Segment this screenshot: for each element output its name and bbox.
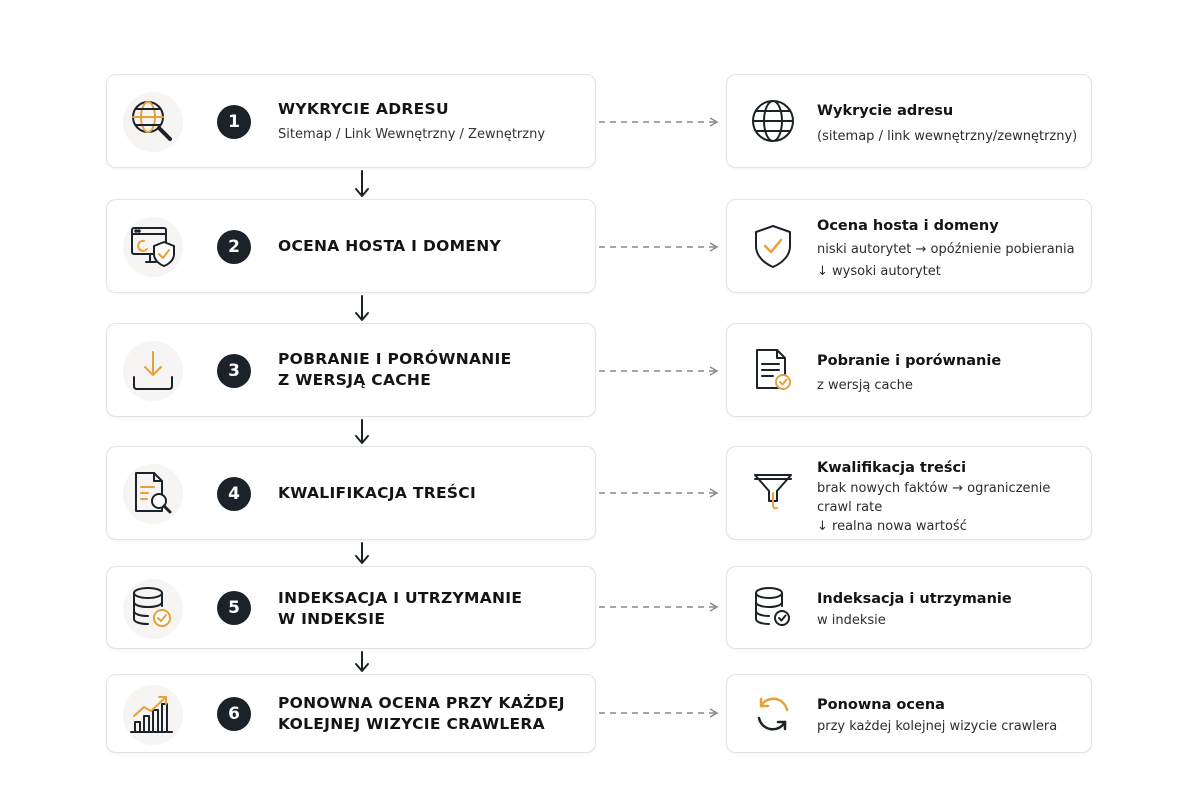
step-title: POBRANIE I PORÓWNANIE Z WERSJĄ CACHE — [278, 350, 512, 389]
detail-card-2 — [726, 199, 1092, 293]
detail-title: Pobranie i porównanie — [817, 353, 1002, 369]
detail-title: Ocena hosta i domeny — [817, 218, 999, 234]
step-card-2 — [106, 199, 596, 293]
step-number: 2 — [217, 230, 251, 264]
database-check-icon — [749, 584, 797, 632]
step-number: 4 — [217, 477, 251, 511]
step-number: 6 — [217, 697, 251, 731]
detail-line: z wersją cache — [817, 378, 913, 393]
detail-card-5 — [726, 566, 1092, 649]
funnel-icon — [749, 467, 797, 515]
detail-line: ↓ realna nowa wartość — [817, 519, 967, 534]
detail-line: brak nowych faktów → ograniczenie — [817, 481, 1051, 496]
detail-line: ↓ wysoki autorytet — [817, 264, 941, 279]
refresh-icon — [749, 690, 797, 738]
detail-title: Wykrycie adresu — [817, 103, 954, 119]
detail-card-3 — [726, 323, 1092, 417]
down-arrow-1 — [356, 171, 368, 196]
detail-title: Kwalifikacja treści — [817, 460, 967, 476]
step-card-5 — [106, 566, 596, 649]
globe-icon — [749, 97, 797, 145]
step-title: KWALIFIKACJA TREŚCI — [278, 484, 477, 502]
shield-check-icon — [749, 222, 797, 270]
step-subtitle: Sitemap / Link Wewnętrzny / Zewnętrzny — [278, 127, 546, 142]
detail-line: crawl rate — [817, 500, 883, 515]
step-title: OCENA HOSTA I DOMENY — [278, 237, 501, 255]
globe-search-icon — [123, 92, 183, 152]
detail-card-6 — [726, 674, 1092, 753]
document-search-icon — [123, 464, 183, 524]
step-title: WYKRYCIE ADRESU — [278, 100, 449, 118]
detail-line: niski autorytet → opóźnienie pobierania — [817, 242, 1075, 257]
detail-card-4 — [726, 446, 1092, 540]
detail-line: (sitemap / link wewnętrzny/zewnętrzny) — [817, 129, 1078, 144]
download-tray-icon — [123, 341, 183, 401]
database-check-icon — [123, 579, 183, 639]
down-arrow-4 — [356, 543, 368, 563]
down-arrow-3 — [356, 420, 368, 443]
down-arrow-5 — [356, 652, 368, 671]
step-number: 5 — [217, 591, 251, 625]
step-card-3 — [106, 323, 596, 417]
down-arrow-2 — [356, 296, 368, 320]
server-shield-icon — [123, 217, 183, 277]
step-title: INDEKSACJA I UTRZYMANIE W INDEKSIE — [278, 589, 523, 628]
detail-title: Indeksacja i utrzymanie — [817, 591, 1012, 607]
document-check-icon — [749, 346, 797, 394]
detail-card-1 — [726, 74, 1092, 168]
step-title: PONOWNA OCENA PRZY KAŻDEJ KOLEJNEJ WIZYCIE CRAWLERA — [278, 694, 565, 733]
step-number: 1 — [217, 105, 251, 139]
step-card-1 — [106, 74, 596, 168]
detail-line: w indeksie — [817, 613, 886, 628]
step-card-4 — [106, 446, 596, 540]
detail-title: Ponowna ocena — [817, 697, 945, 713]
growth-chart-icon — [123, 685, 183, 745]
step-number: 3 — [217, 354, 251, 388]
step-card-6 — [106, 674, 596, 753]
detail-line: przy każdej kolejnej wizycie crawlera — [817, 719, 1058, 734]
